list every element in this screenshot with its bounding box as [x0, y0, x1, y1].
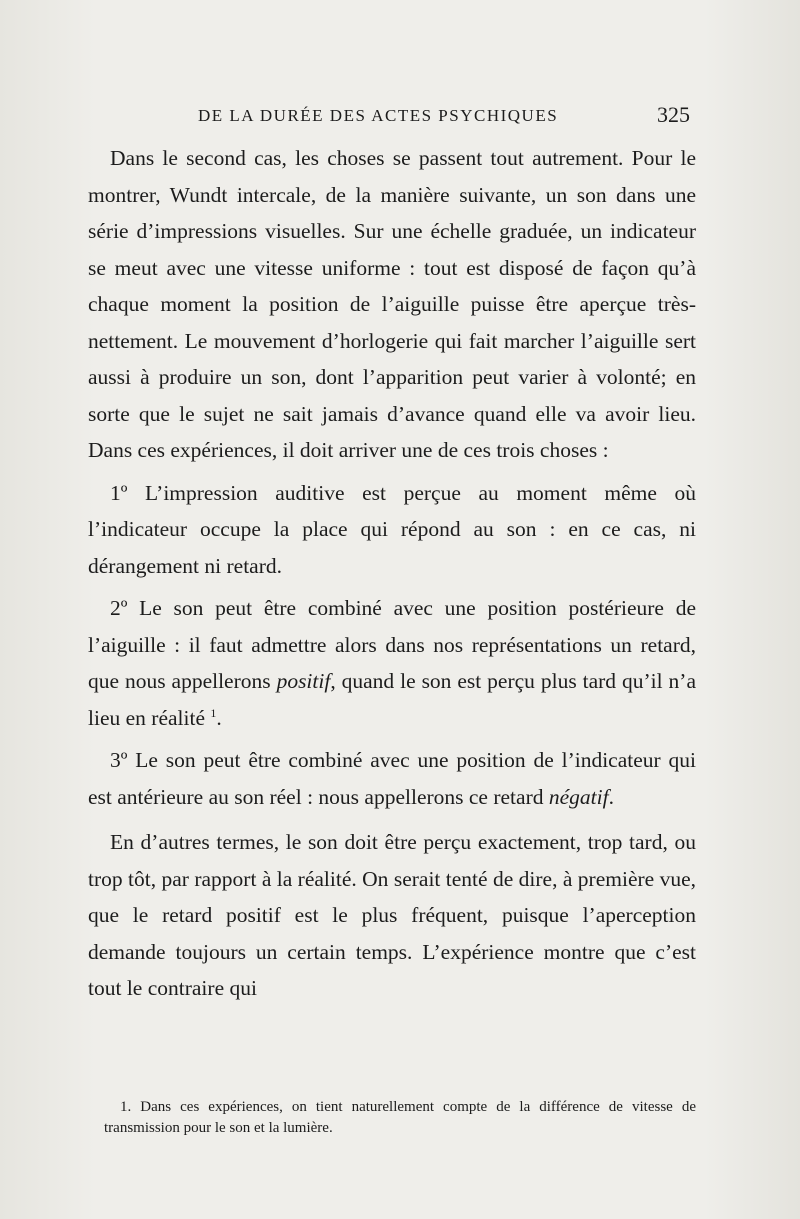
footnote-text: 1. Dans ces expériences, on tient naturellement compte de la différence de vitesse de transmission pour le son et la lumière.	[104, 1099, 696, 1136]
paragraph-3-text-b: , quand le son est perçu plus tard qu’il n’a lieu en réalité	[88, 669, 696, 730]
paragraph-4	[88, 742, 696, 815]
paragraph-3-end: .	[216, 705, 222, 730]
paragraph-4-end: .	[608, 784, 614, 809]
paragraph-1: Dans le second cas, les choses se passent tout autrement. Pour le montrer, Wundt intercale, de la manière suivante, un son dans une série d’impressions visuelles. Sur une échelle graduée, un indicateur se meut avec une vitesse uniforme : tout est disposé de façon qu’à chaque moment la position de l’aiguille puisse être aperçue très-nettement. Le mouvement d’horlogerie qui fait marcher l’aiguille sert aussi à produire un son, dont l’apparition peut varier à volonté; en sorte que le sujet ne sait jamais d’avance quand elle va avoir lieu. Dans ces expériences, il doit arriver une de ces trois choses :	[88, 146, 696, 462]
page-header	[90, 100, 696, 136]
page-number: 325	[657, 102, 690, 127]
term-positif: positif	[276, 669, 331, 693]
paragraph-2: 1º L’impression auditive est perçue au moment même où l’indicateur occupe la place qui répond au son : en ce cas, ni dérangement ni retard.	[88, 480, 696, 578]
paragraph-3-text-a: 2º Le son peut être combiné avec une position postérieure de l’aiguille : il faut admettre alors dans nos représentations un retard, que nous appellerons	[88, 596, 696, 693]
footnote	[104, 1097, 696, 1139]
paragraph-4-text: 3º Le son peut être combiné avec une position de l’indicateur qui est antérieure au son réel : nous appellerons ce retard	[88, 748, 696, 809]
body-text	[88, 140, 696, 1007]
paragraph-5: En d’autres termes, le son doit être perçu exactement, trop tard, ou trop tôt, par rapport à la réalité. On serait tenté de dire, à première vue, que le retard positif est le plus fréquent, puisque l’aperception demande toujours un certain temps. L’expérience montre que c’est tout le contraire qui	[88, 830, 696, 1000]
paragraph-3	[88, 590, 696, 736]
term-negatif: négatif	[548, 784, 609, 809]
running-title: DE LA DURÉE DES ACTES PSYCHIQUES	[198, 106, 559, 125]
footnote-reference: 1	[210, 705, 217, 720]
